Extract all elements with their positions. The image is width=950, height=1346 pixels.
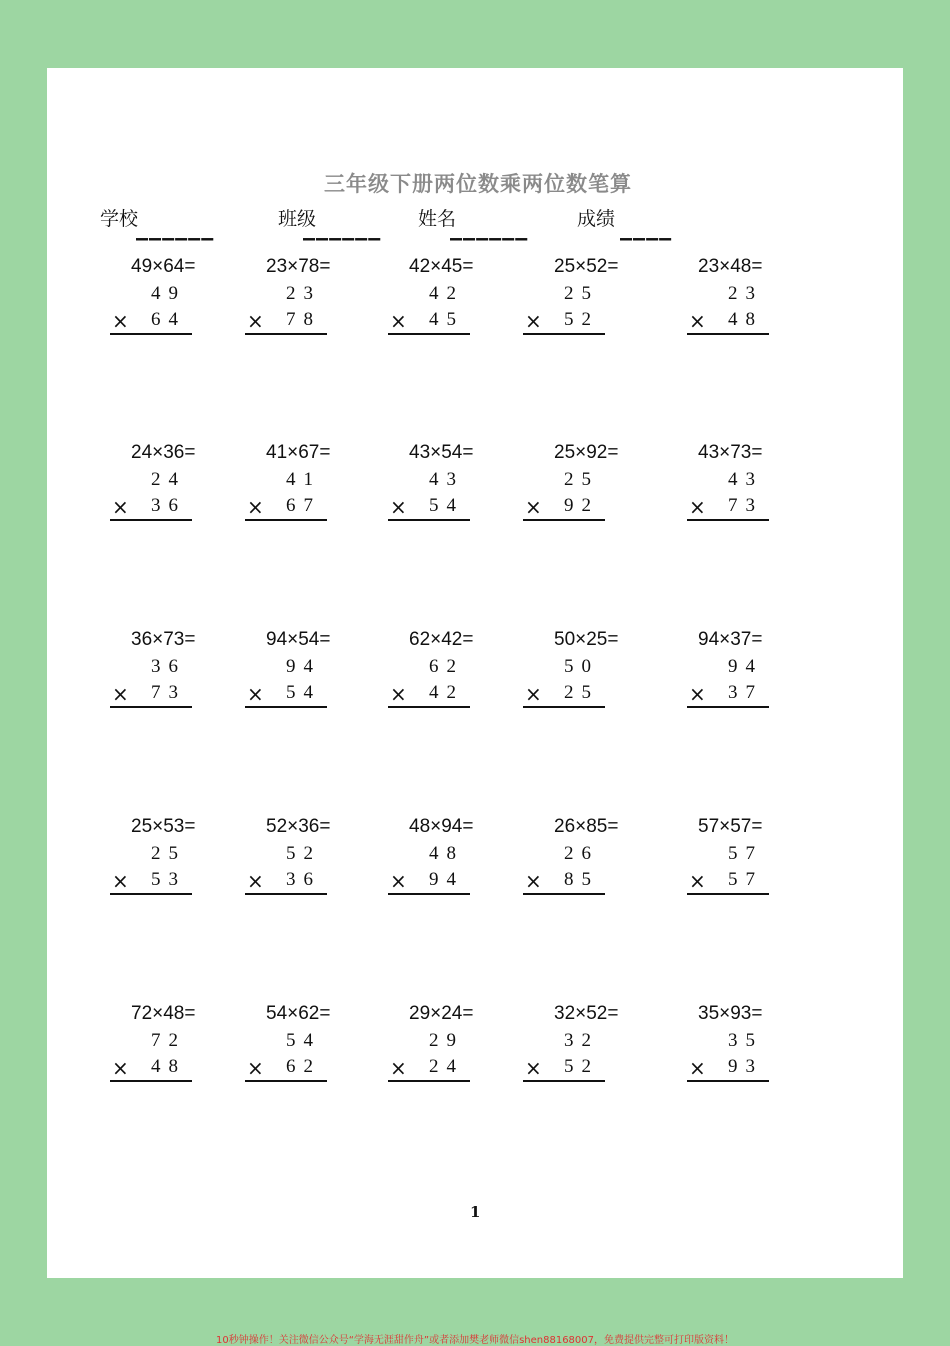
problem-equation: 25×92=: [554, 442, 619, 463]
answer-line: [523, 519, 605, 521]
multiplicand: 43: [728, 469, 763, 490]
problem-card: [110, 256, 220, 336]
multiplicand: 26: [564, 843, 599, 864]
multiplicand: 35: [728, 1030, 763, 1051]
times-sign: ×: [689, 869, 706, 893]
problem-card: [110, 442, 220, 522]
multiplier: 62: [286, 1056, 321, 1077]
multiplier: 54: [429, 495, 464, 516]
multiplier: 37: [728, 682, 763, 703]
score-blank: ————: [620, 226, 673, 250]
problem-equation: 50×25=: [554, 629, 619, 650]
problem-card: [523, 816, 633, 896]
problem-card: [388, 629, 498, 709]
times-sign: ×: [112, 869, 129, 893]
answer-line: [523, 333, 605, 335]
problem-card: [687, 256, 797, 336]
class-blank: ——————: [303, 226, 382, 250]
multiplier: 64: [151, 309, 186, 330]
times-sign: ×: [390, 1056, 407, 1080]
multiplier: 24: [429, 1056, 464, 1077]
times-sign: ×: [525, 495, 542, 519]
problem-equation: 29×24=: [409, 1003, 474, 1024]
multiplicand: 29: [429, 1030, 464, 1051]
problem-equation: 94×37=: [698, 629, 763, 650]
answer-line: [687, 333, 769, 335]
problem-equation: 43×54=: [409, 442, 474, 463]
footer-note: 10秒钟操作！关注微信公众号“学海无涯甜作舟”或者添加樊老师微信shen88168007，免费提供完整可打印版资料！: [215, 1335, 735, 1346]
multiplier: 52: [564, 1056, 599, 1077]
multiplier: 52: [564, 309, 599, 330]
multiplier: 73: [151, 682, 186, 703]
problem-card: [245, 629, 355, 709]
problem-card: [245, 1003, 355, 1083]
problem-card: [245, 256, 355, 336]
answer-line: [523, 1080, 605, 1082]
problem-card: [687, 816, 797, 896]
multiplicand: 50: [564, 656, 599, 677]
school-blank: ——————: [136, 226, 215, 250]
problem-card: [388, 816, 498, 896]
multiplier: 45: [429, 309, 464, 330]
problem-equation: 36×73=: [131, 629, 196, 650]
multiplicand: 72: [151, 1030, 186, 1051]
problem-equation: 32×52=: [554, 1003, 619, 1024]
times-sign: ×: [390, 869, 407, 893]
multiplicand: 32: [564, 1030, 599, 1051]
times-sign: ×: [112, 309, 129, 333]
times-sign: ×: [247, 495, 264, 519]
problem-card: [245, 816, 355, 896]
problem-equation: 25×53=: [131, 816, 196, 837]
answer-line: [388, 893, 470, 895]
multiplier: 36: [286, 869, 321, 890]
multiplier: 54: [286, 682, 321, 703]
answer-line: [245, 893, 327, 895]
problem-equation: 24×36=: [131, 442, 196, 463]
times-sign: ×: [247, 682, 264, 706]
multiplier: 53: [151, 869, 186, 890]
times-sign: ×: [390, 309, 407, 333]
times-sign: ×: [525, 682, 542, 706]
multiplicand: 94: [728, 656, 763, 677]
times-sign: ×: [689, 1056, 706, 1080]
answer-line: [388, 706, 470, 708]
problem-card: [110, 1003, 220, 1083]
name-blank: ——————: [450, 226, 529, 250]
multiplier: 42: [429, 682, 464, 703]
answer-line: [110, 519, 192, 521]
problem-card: [523, 256, 633, 336]
problem-card: [687, 1003, 797, 1083]
problem-equation: 54×62=: [266, 1003, 331, 1024]
multiplier: 94: [429, 869, 464, 890]
problem-equation: 94×54=: [266, 629, 331, 650]
multiplicand: 25: [564, 469, 599, 490]
times-sign: ×: [247, 1056, 264, 1080]
multiplier: 48: [151, 1056, 186, 1077]
problem-equation: 49×64=: [131, 256, 196, 277]
answer-line: [523, 706, 605, 708]
times-sign: ×: [112, 682, 129, 706]
problem-equation: 23×48=: [698, 256, 763, 277]
multiplicand: 24: [151, 469, 186, 490]
multiplicand: 23: [286, 283, 321, 304]
problem-card: [110, 816, 220, 896]
times-sign: ×: [390, 495, 407, 519]
multiplicand: 94: [286, 656, 321, 677]
answer-line: [687, 893, 769, 895]
multiplicand: 41: [286, 469, 321, 490]
answer-line: [687, 519, 769, 521]
score-label: 成绩: [577, 208, 616, 230]
multiplicand: 62: [429, 656, 464, 677]
multiplier: 85: [564, 869, 599, 890]
multiplier: 92: [564, 495, 599, 516]
problem-card: [523, 442, 633, 522]
multiplicand: 57: [728, 843, 763, 864]
worksheet-title: 三年级下册两位数乘两位数笔算: [324, 171, 632, 196]
school-label: 学校: [100, 208, 139, 230]
answer-line: [110, 333, 192, 335]
problem-equation: 62×42=: [409, 629, 474, 650]
multiplicand: 36: [151, 656, 186, 677]
problem-equation: 35×93=: [698, 1003, 763, 1024]
problem-card: [388, 1003, 498, 1083]
page-number: 1: [470, 1203, 481, 1221]
times-sign: ×: [247, 309, 264, 333]
answer-line: [245, 333, 327, 335]
problem-equation: 48×94=: [409, 816, 474, 837]
problem-card: [523, 1003, 633, 1083]
multiplicand: 52: [286, 843, 321, 864]
problem-equation: 25×52=: [554, 256, 619, 277]
answer-line: [388, 519, 470, 521]
multiplier: 78: [286, 309, 321, 330]
answer-line: [110, 1080, 192, 1082]
multiplier: 57: [728, 869, 763, 890]
answer-line: [687, 1080, 769, 1082]
answer-line: [110, 893, 192, 895]
multiplicand: 23: [728, 283, 763, 304]
times-sign: ×: [689, 309, 706, 333]
multiplicand: 43: [429, 469, 464, 490]
multiplier: 93: [728, 1056, 763, 1077]
problem-card: [687, 442, 797, 522]
name-label: 姓名: [418, 208, 457, 230]
multiplier: 25: [564, 682, 599, 703]
answer-line: [245, 706, 327, 708]
multiplier: 48: [728, 309, 763, 330]
answer-line: [245, 1080, 327, 1082]
times-sign: ×: [525, 1056, 542, 1080]
problem-card: [523, 629, 633, 709]
class-label: 班级: [278, 208, 317, 230]
answer-line: [523, 893, 605, 895]
problem-equation: 41×67=: [266, 442, 331, 463]
answer-line: [388, 1080, 470, 1082]
multiplier: 73: [728, 495, 763, 516]
problem-card: [687, 629, 797, 709]
problem-card: [388, 442, 498, 522]
times-sign: ×: [689, 495, 706, 519]
times-sign: ×: [689, 682, 706, 706]
multiplier: 67: [286, 495, 321, 516]
multiplicand: 49: [151, 283, 186, 304]
times-sign: ×: [390, 682, 407, 706]
answer-line: [388, 333, 470, 335]
problem-equation: 26×85=: [554, 816, 619, 837]
multiplier: 36: [151, 495, 186, 516]
problem-equation: 43×73=: [698, 442, 763, 463]
problem-card: [245, 442, 355, 522]
times-sign: ×: [525, 869, 542, 893]
multiplicand: 42: [429, 283, 464, 304]
problem-equation: 52×36=: [266, 816, 331, 837]
times-sign: ×: [247, 869, 264, 893]
answer-line: [687, 706, 769, 708]
problem-equation: 57×57=: [698, 816, 763, 837]
problem-equation: 42×45=: [409, 256, 474, 277]
problem-equation: 23×78=: [266, 256, 331, 277]
times-sign: ×: [112, 495, 129, 519]
times-sign: ×: [525, 309, 542, 333]
multiplicand: 25: [564, 283, 599, 304]
multiplicand: 54: [286, 1030, 321, 1051]
answer-line: [110, 706, 192, 708]
problem-card: [388, 256, 498, 336]
answer-line: [245, 519, 327, 521]
problem-equation: 72×48=: [131, 1003, 196, 1024]
times-sign: ×: [112, 1056, 129, 1080]
multiplicand: 25: [151, 843, 186, 864]
problem-card: [110, 629, 220, 709]
multiplicand: 48: [429, 843, 464, 864]
